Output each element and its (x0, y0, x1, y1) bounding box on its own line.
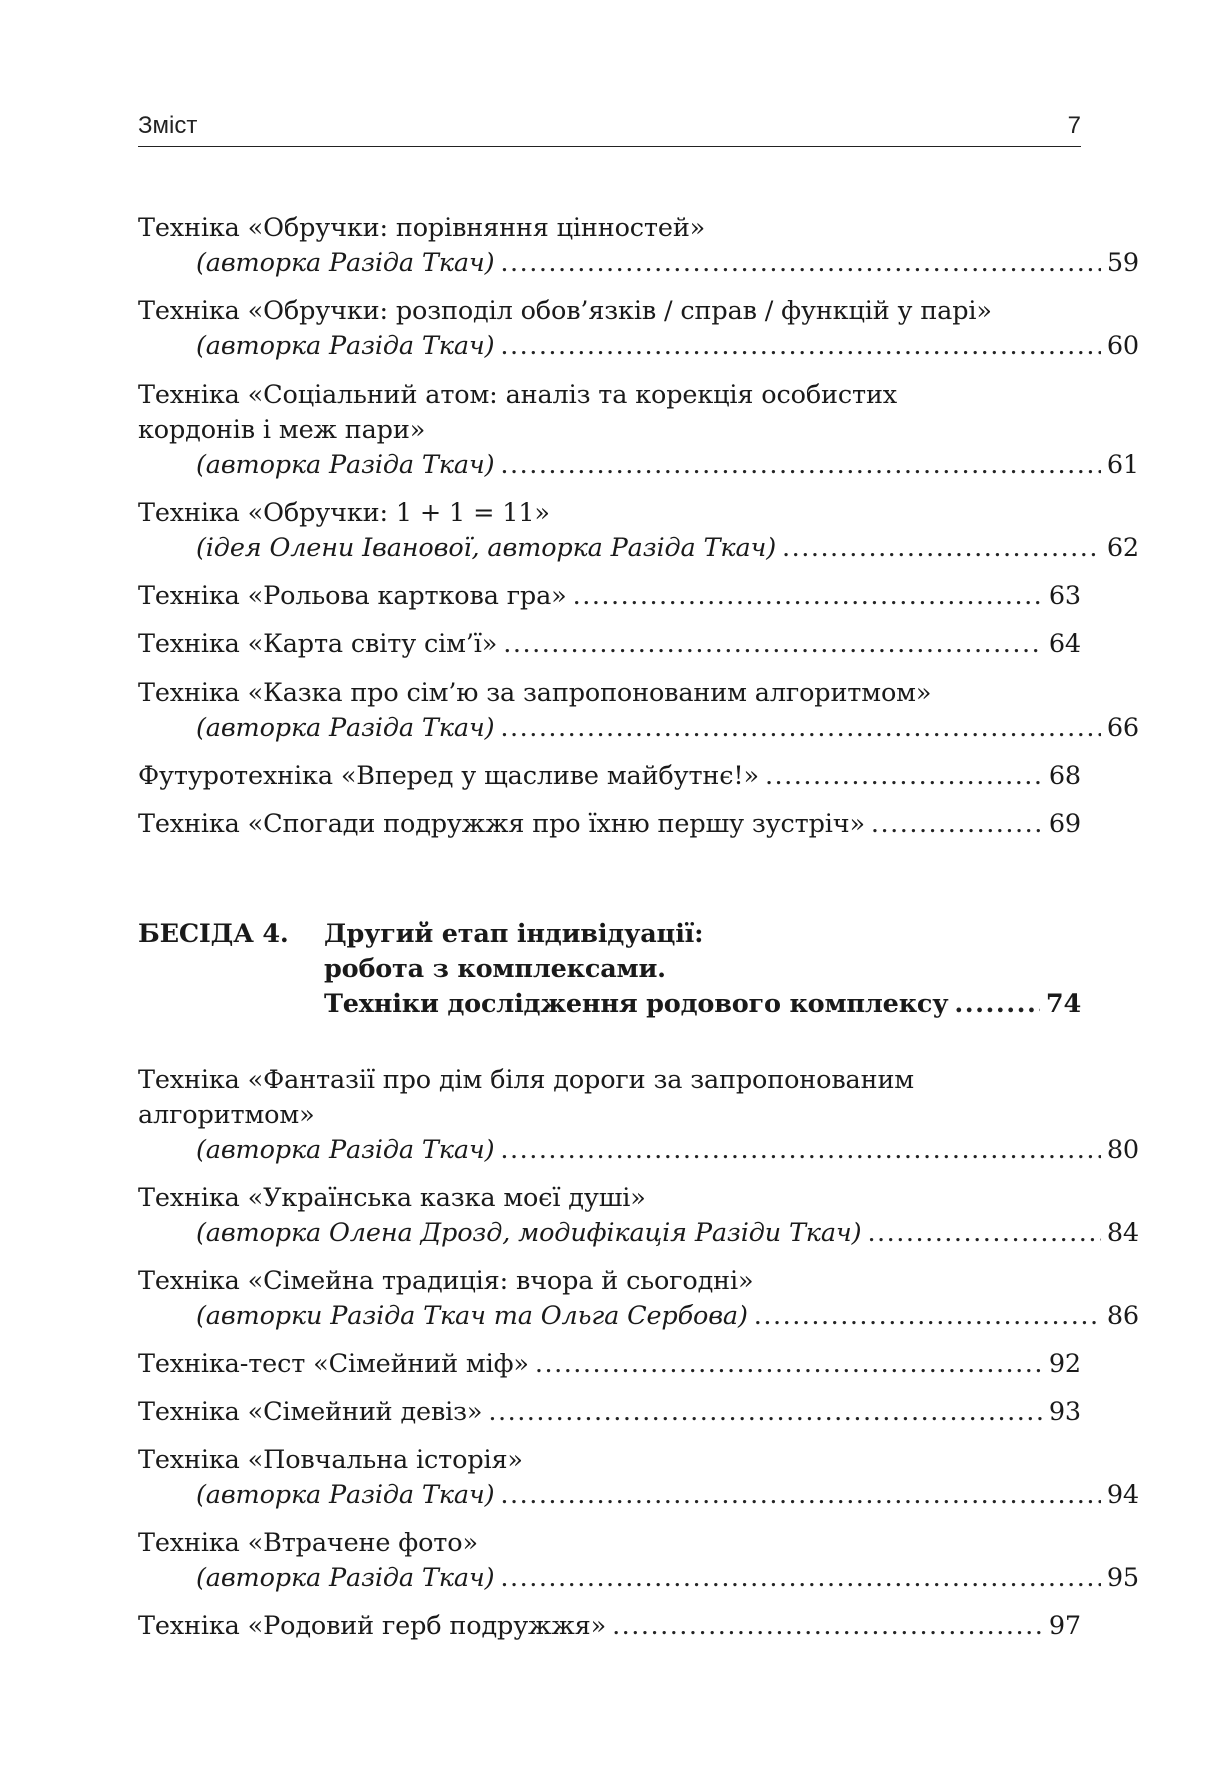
toc-entry[interactable] (138, 627, 1081, 662)
dot-leader (535, 1347, 1043, 1382)
page-number: 7 (1067, 112, 1081, 139)
toc-entry[interactable] (138, 676, 1139, 746)
toc-entry[interactable] (138, 1443, 1139, 1513)
entry-page: 95 (1106, 1563, 1139, 1593)
entry-title: Техніка «Сімейний девіз» (138, 1397, 483, 1427)
toc-entry[interactable] (138, 1347, 1081, 1382)
entry-page: 92 (1048, 1349, 1081, 1379)
entry-page: 80 (1106, 1135, 1139, 1165)
entry-title: Техніка-тест «Сімейний міф» (138, 1349, 529, 1379)
entry-page: 68 (1048, 761, 1081, 791)
toc-entry[interactable] (138, 579, 1081, 614)
dot-leader (573, 579, 1043, 614)
entry-page: 64 (1048, 629, 1081, 659)
entry-page: 86 (1106, 1301, 1139, 1331)
dot-leader (500, 1561, 1100, 1596)
entry-page: 59 (1106, 248, 1139, 278)
entry-title: Техніка «Втрачене фото» (138, 1528, 478, 1558)
dot-leader (488, 1395, 1042, 1430)
entry-author: (авторка Разіда Ткач) (196, 331, 495, 361)
entry-page: 97 (1048, 1611, 1081, 1641)
entry-author: (ідея Олени Іванової, авторка Разіда Ткач) (196, 533, 777, 563)
toc-entry[interactable] (138, 211, 1139, 281)
entry-title: Техніка «Сімейна традиція: вчора й сьогодні» (138, 1266, 754, 1296)
dot-leader (500, 711, 1100, 746)
dot-leader (867, 1216, 1100, 1251)
entry-title: Техніка «Спогади подружжя про їхню першу зустріч» (138, 809, 865, 839)
entry-title: Футуротехніка «Вперед у щасливе майбутнє!» (138, 761, 759, 791)
toc-entry[interactable] (138, 1181, 1139, 1251)
chapter-heading[interactable] (138, 917, 1081, 1022)
toc-entry[interactable] (138, 759, 1081, 794)
entry-author: (авторка Разіда Ткач) (196, 1135, 495, 1165)
chapter-page: 74 (1045, 989, 1081, 1019)
entry-page: 84 (1106, 1218, 1139, 1248)
dot-leader (500, 1133, 1100, 1168)
toc-entry[interactable] (138, 1609, 1081, 1644)
entry-page: 62 (1106, 533, 1139, 563)
entry-author: (авторка Разіда Ткач) (196, 450, 495, 480)
toc-entry[interactable] (138, 1526, 1139, 1596)
entry-title-cont: кордонів і меж пари» (138, 415, 426, 445)
entry-title: Техніка «Фантазії про дім біля дороги за запропонованим (138, 1065, 914, 1095)
entry-title: Техніка «Обручки: розподіл обов’язків / справ / функцій у парі» (138, 296, 992, 326)
entry-title: Техніка «Обручки: 1 + 1 = 11» (138, 498, 550, 528)
dot-leader (500, 448, 1100, 483)
entry-author: (авторка Разіда Ткач) (196, 713, 495, 743)
entry-author: (авторка Разіда Ткач) (196, 248, 495, 278)
chapter-title-line-3: Техніки дослідження родового комплексу (324, 989, 949, 1019)
dot-leader (754, 1299, 1101, 1334)
dot-leader (871, 807, 1043, 842)
entry-title: Техніка «Казка про сім’ю за запропонованим алгоритмом» (138, 678, 932, 708)
entry-page: 94 (1106, 1480, 1139, 1510)
entry-page: 61 (1106, 450, 1139, 480)
entry-title: Техніка «Повчальна історія» (138, 1445, 523, 1475)
entry-title: Техніка «Соціальний атом: аналіз та корекція особистих (138, 380, 898, 410)
running-header (138, 112, 1081, 147)
toc-entry[interactable] (138, 1264, 1139, 1334)
entry-author: (авторка Разіда Ткач) (196, 1563, 495, 1593)
entry-page: 66 (1106, 713, 1139, 743)
entry-author: (авторка Разіда Ткач) (196, 1480, 495, 1510)
entry-author: (авторка Олена Дрозд, модифікація Разіди Ткач) (196, 1218, 862, 1248)
entry-author: (авторки Разіда Ткач та Ольга Сербова) (196, 1301, 748, 1331)
dot-leader (500, 329, 1100, 364)
entry-page: 60 (1106, 331, 1139, 361)
dot-leader (612, 1609, 1043, 1644)
section-title: Зміст (138, 112, 198, 139)
toc-entry[interactable] (138, 1063, 1139, 1168)
chapter-title-line-1: Другий етап індивідуації: (324, 919, 704, 949)
entry-page: 93 (1048, 1397, 1081, 1427)
dot-leader (782, 531, 1101, 566)
toc-entry[interactable] (138, 496, 1139, 566)
toc-entry[interactable] (138, 294, 1139, 364)
dot-leader (954, 987, 1040, 1022)
entry-title-cont: алгоритмом» (138, 1100, 315, 1130)
entry-title: Техніка «Родовий герб подружжя» (138, 1611, 607, 1641)
entry-title: Техніка «Карта світу сім’ї» (138, 629, 498, 659)
dot-leader (500, 1478, 1100, 1513)
dot-leader (500, 246, 1100, 281)
entry-page: 63 (1048, 581, 1081, 611)
entry-title: Техніка «Обручки: порівняння цінностей» (138, 213, 706, 243)
toc-entry[interactable] (138, 807, 1081, 842)
dot-leader (503, 627, 1043, 662)
chapter-label: БЕСІДА 4. (138, 919, 289, 949)
entry-page: 69 (1048, 809, 1081, 839)
chapter-title-line-2: робота з комплексами. (324, 954, 666, 984)
entry-title: Техніка «Рольова карткова гра» (138, 581, 567, 611)
entry-title: Техніка «Українська казка моєї душі» (138, 1183, 646, 1213)
dot-leader (765, 759, 1043, 794)
toc-entry[interactable] (138, 378, 1139, 483)
toc-entry[interactable] (138, 1395, 1081, 1430)
